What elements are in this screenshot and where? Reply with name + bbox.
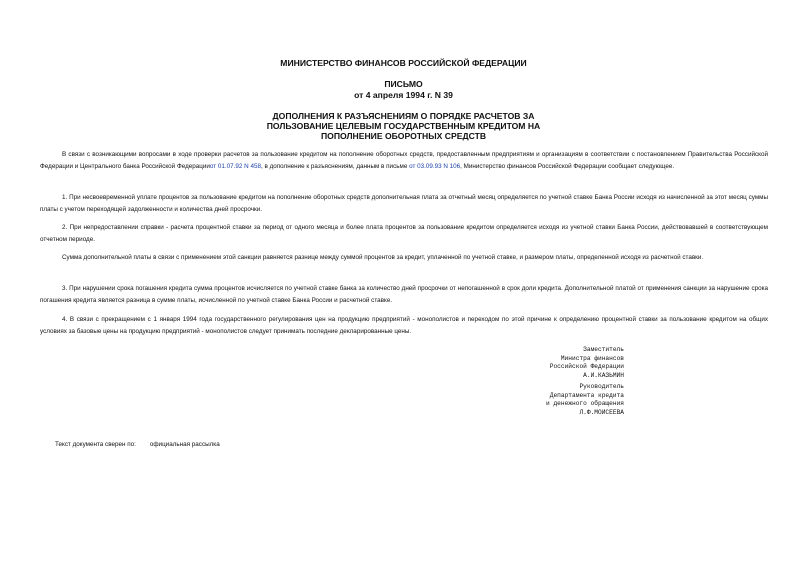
paragraph-text: 2. При непредоставлении справки - расчета процентной ставки за период от одного месяца и более плата процентов за пользование кредитом определяется исходя из учетной ставки Банка России, действовавшей в соответствующем отчетном периоде. — [40, 224, 768, 243]
document-type: ПИСЬМО — [384, 79, 423, 89]
signature-line: Российской Федерации — [549, 363, 624, 371]
title-line: ПОЛЬЗОВАНИЕ ЦЕЛЕВЫМ ГОСУДАРСТВЕННЫМ КРЕДИТОМ НА — [266, 121, 541, 131]
reference-link-letter[interactable]: от 03.09.93 N 106 — [409, 162, 461, 170]
ministry-heading: МИНИСТЕРСТВО ФИНАНСОВ РОССИЙСКОЙ ФЕДЕРАЦИИ — [280, 58, 527, 68]
reference-link-resolution[interactable]: от 01.07.92 N 458 — [209, 162, 261, 170]
signature-name: Л.Ф.МОИСЕЕВА — [579, 408, 624, 416]
signature-name: А.И.КАЗЬМИН — [583, 371, 624, 379]
document-date: от 4 апреля 1994 г. N 39 — [354, 90, 453, 100]
title-line: ПОПОЛНЕНИЕ ОБОРОТНЫХ СРЕДСТВ — [320, 131, 487, 141]
paragraph-1 — [40, 192, 768, 215]
document-title — [150, 111, 657, 141]
paragraph-text: 4. В связи с прекращением с 1 января 1994 года государственного регулирования цен на продукцию предприятий - монополистов и переходом по этой причине к определению процентной ставки за пользование кредитом на общих условиях за базовые цены на продукцию предприятий - монополистов следует принимать последние декларированные цены. — [40, 316, 768, 335]
paragraph-text: 1. При несвоевременной уплате процентов за пользование кредитом на пополнение оборотных средств дополнительная плата за отчетный месяц определяется по учетной ставке Банка России исходя из начисленной за этот месяц суммы платы с учетом переходящей задолженности и количества дней просрочки. — [40, 194, 768, 213]
signature-line: Заместитель — [583, 346, 624, 353]
paragraph-4 — [40, 283, 768, 306]
verified-source: официальная рассылка — [149, 441, 220, 448]
paragraph-3 — [40, 252, 768, 264]
intro-paragraph — [40, 149, 768, 172]
paragraph-text: Сумма дополнительной платы в связи с применением этой санкции равняется разнице между суммой процентов за кредит, уплаченной по учетной ставке, и размером платы, определенной исходя из расчетной ставки. — [62, 254, 704, 261]
signature-block-deputy-minister — [500, 346, 624, 380]
signature-line: Министра финансов — [560, 354, 624, 362]
intro-text: , Министерство финансов Российской Федерации сообщает следующее. — [460, 162, 675, 170]
intro-text: , в дополнение к разъяснениям, данным в письме — [260, 162, 408, 170]
signature-line: Руководитель — [579, 383, 624, 390]
paragraph-2 — [40, 222, 768, 245]
paragraph-5 — [40, 314, 768, 337]
paragraph-text: 3. При нарушении срока погашения кредита сумма процентов исчисляется по учетной ставке банка за количество дней просрочки от непогашенной в срок доли кредита. Дополнительной платой от применения санкции за нарушение срока погашения кредита является разница в сумме платы, исчисленной по учетной ставке Банка России и расчетной ставке. — [40, 285, 768, 304]
verification-note — [55, 440, 220, 450]
signature-line: и денежного обращения — [546, 400, 624, 408]
signature-line: Департамента кредита — [549, 391, 624, 399]
signature-block-department-head — [500, 383, 624, 417]
verified-label: Текст документа сверен по: — [55, 441, 136, 448]
intro-text: В связи с возникающими вопросами в ходе проверки расчетов за пользование кредитом на пополнение оборотных средств, предоставленным предприятиям и организациям в соответствии с постановлением Правительства Российской Федерации и Центрального банка Российской Федерации — [40, 151, 768, 170]
title-line: ДОПОЛНЕНИЯ К РАЗЪЯСНЕНИЯМ О ПОРЯДКЕ РАСЧЕТОВ ЗА — [272, 111, 535, 121]
